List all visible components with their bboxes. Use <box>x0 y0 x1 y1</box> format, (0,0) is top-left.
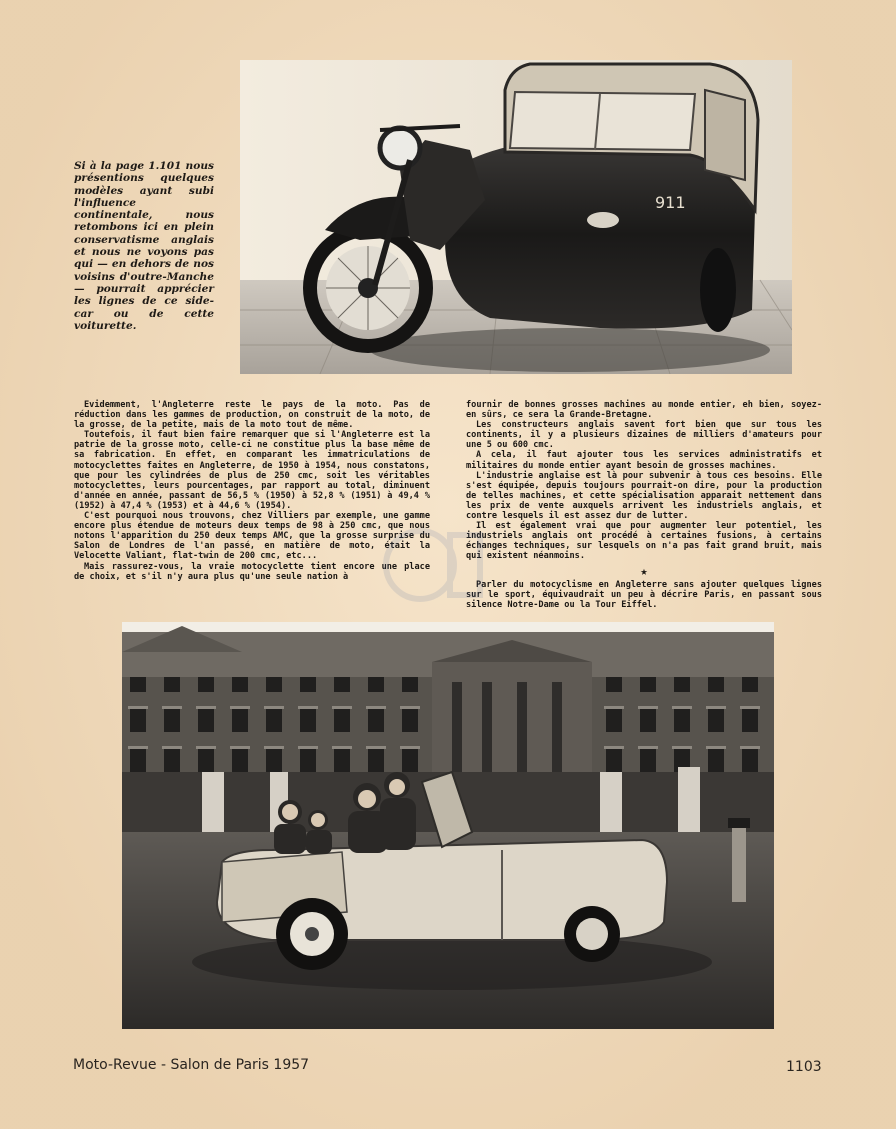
page-number: 1103 <box>786 1059 822 1075</box>
paragraph: fournir de bonnes grosses machines au monde entier, eh bien, soyez-en sûrs, ce sera la Grande-Bretagne. <box>466 400 822 421</box>
magazine-title: Moto-Revue - Salon de Paris 1957 <box>73 1057 310 1073</box>
paragraph: Evidemment, l'Angleterre reste le pays de la moto. Pas de réduction dans les gammes de production, on construit de la moto, de la grosse, de la petite, mais de la moto tout de même. <box>74 400 430 431</box>
photo-caption: Si à la page 1.101 nous présentions quelques modèles ayant subi l'influence continentale, nous retombons ici en plein conservatisme anglais et nous ne voyons pas qui — en dehors de nos voisins d'outre-Manche — pourrait apprécier les lignes de ce side-car ou de cette voiturette. <box>74 160 214 332</box>
paragraph: Toutefois, il faut bien faire remarquer que si l'Angleterre est la patrie de la grosse moto, celle-ci ne constitue plus la base même de sa fabrication. En effet, en comparant les immatriculations de motocyclettes faites en Angleterre, de 1950 à 1954, nous constatons, que pour les cylindrées de plus de 250 cmc, soit les véritables motocyclettes, leurs pourcentages, par rapport au total, diminuent d'année en année, passant de 56,5 % (1950) à 52,8 % (1951) à 49,4 % (1952) à 47,4 % (1953) et à 44,6 % (1954). <box>74 430 430 511</box>
paragraph: Mais rassurez-vous, la vraie motocyclette tient encore une place de choix, et s'il n'y aura plus qu'une seule nation à <box>74 561 430 582</box>
article-right-column <box>466 400 822 610</box>
paragraph: Il est également vrai que pour augmenter leur potentiel, les industriels anglais ont procédé à certaines fusions, à certains échanges techniques, sur lesquels on n'a pas fait grand bruit, mais qui existent néanmoins. <box>466 521 822 562</box>
sidecar-photo <box>240 60 792 374</box>
paragraph: L'industrie anglaise est là pour subvenir à tous ces besoins. Elle s'est équipée, depuis toujours pourrait-on dire, pour la production de telles machines, et cette spécialisation apparait nettement dans les prix de vente auxquels arrivent les industriels anglais, et contre lesquels il est assez dur de lutter. <box>466 470 822 522</box>
paragraph: Parler du motocyclisme en Angleterre sans ajouter quelques lignes sur le sport, équivaudrait un peu à décrire Paris, en passant sous silence Notre-Dame ou la Tour Eiffel. <box>466 579 822 610</box>
paragraph: A cela, il faut ajouter tous les services administratifs et militaires du monde entier ayant besoin de grosses machines. <box>466 450 822 471</box>
paragraph: C'est pourquoi nous trouvons, chez Villiers par exemple, une gamme encore plus étendue de moteurs deux temps de 98 à 250 cmc, que nous notons l'apparition du 250 deux temps AMC, que la grosse surprise du Salon de Londres de l'an passé, en matière de moto, était la Velocette Valiant, flat-twin de 200 cmc, etc... <box>74 511 430 562</box>
section-separator: ★ <box>640 563 648 578</box>
article-left-column <box>74 400 430 582</box>
svg-text:911: 911 <box>655 193 686 212</box>
stamp-watermark <box>380 520 490 610</box>
voiturette-photo <box>122 622 774 1029</box>
paragraph: Les constructeurs anglais savent fort bien que sur tous les continents, il y a plusieurs dizaines de milliers d'amateurs pour une 5 ou 600 cmc. <box>466 420 822 451</box>
